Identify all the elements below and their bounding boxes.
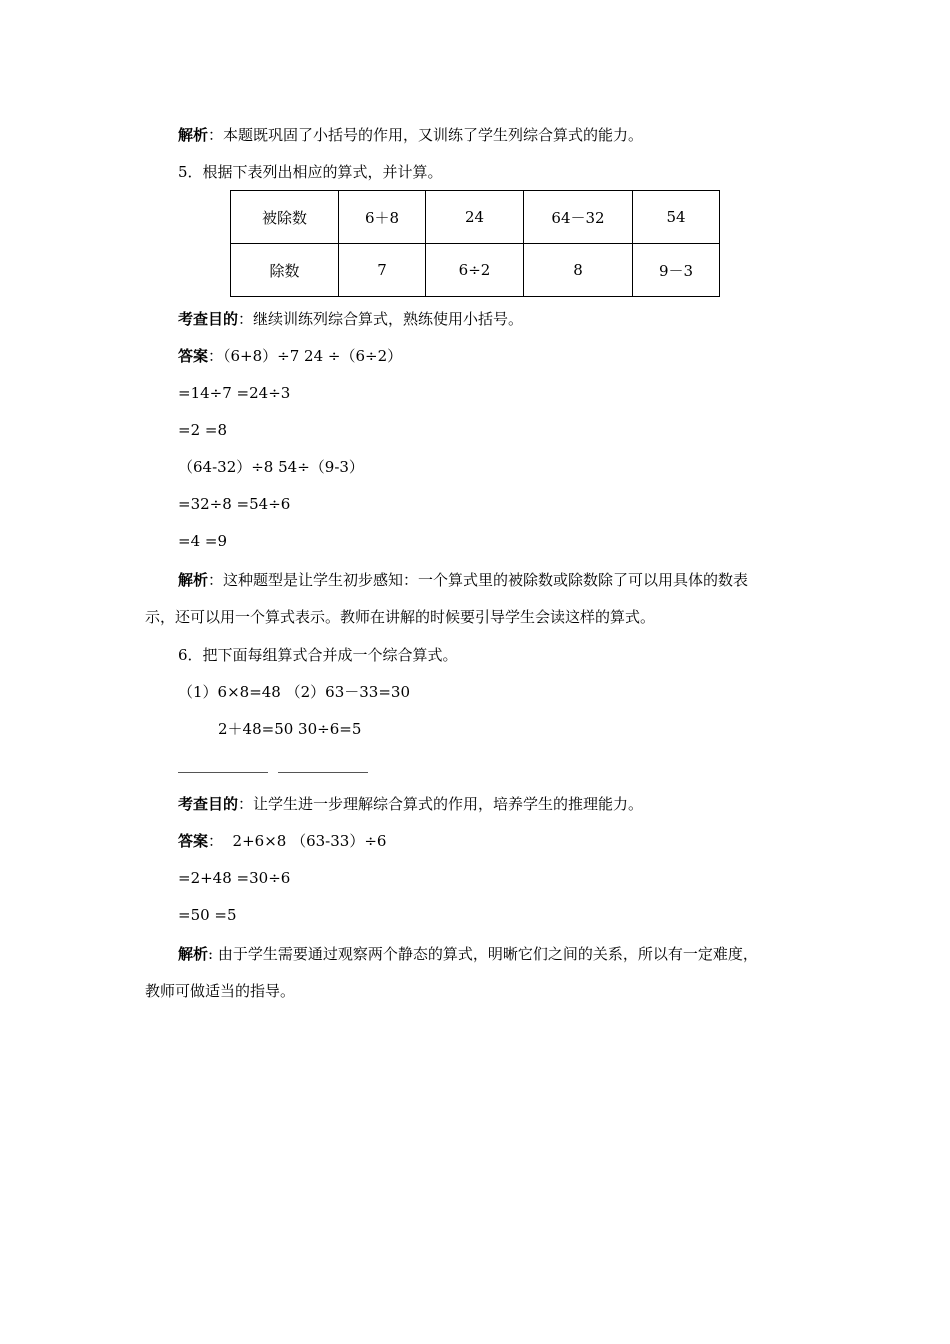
- q6-purpose: [178, 794, 643, 814]
- answer-blank-2: [278, 772, 368, 773]
- answer-blank-1: [178, 772, 268, 773]
- analysis-text: : 由于学生需要通过观察两个静态的算式，明晰它们之间的关系，所以有一定难度，: [208, 945, 758, 963]
- table-cell: 24: [426, 191, 524, 244]
- analysis-continued: 示，还可以用一个算式表示。教师在讲解的时候要引导学生会读这样的算式。: [145, 608, 656, 626]
- answer-line: =14÷7 =24÷3: [178, 384, 291, 402]
- q5-answer: [178, 346, 402, 366]
- purpose-text: ：继续训练列综合算式，熟练使用小括号。: [238, 310, 524, 328]
- table-cell: 54: [633, 191, 720, 244]
- analysis-continued: 教师可做适当的指导。: [145, 982, 296, 1000]
- answer-line: =2+48 =30÷6: [178, 869, 291, 887]
- q6-answer: [178, 831, 386, 851]
- answer-line: （64-32）÷8 54÷（9-3）: [178, 458, 364, 476]
- q6-expressions-line2: 2＋48=50 30÷6=5: [218, 720, 362, 738]
- table-row-dividend: [231, 191, 720, 244]
- question-5-title: 5．根据下表列出相应的算式，并计算。: [178, 163, 443, 181]
- table-cell: 6＋8: [339, 191, 426, 244]
- answer-line: =4 =9: [178, 532, 227, 550]
- table-cell: 8: [524, 244, 633, 297]
- table-cell: 除数: [231, 244, 339, 297]
- table-cell: 64－32: [524, 191, 633, 244]
- analysis-label: 解析: [178, 126, 209, 144]
- answer-text: ： 2+6×8 （63-33）÷6: [208, 832, 387, 850]
- purpose-label: 考查目的: [178, 795, 239, 813]
- table-cell: 9－3: [633, 244, 720, 297]
- q6-analysis: [178, 944, 758, 964]
- q4-analysis: [178, 125, 643, 145]
- answer-label: 答案: [178, 832, 209, 850]
- analysis-text: ：这种题型是让学生初步感知：一个算式里的被除数或除数除了可以用具体的数表: [208, 571, 749, 589]
- analysis-text: ：本题既巩固了小括号的作用，又训练了学生列综合算式的能力。: [208, 126, 644, 144]
- q5-analysis: [178, 570, 748, 590]
- answer-label: 答案: [178, 347, 209, 365]
- table-row-divisor: [231, 244, 720, 297]
- analysis-label: 解析: [178, 571, 209, 589]
- analysis-label: 解析: [178, 945, 209, 963]
- table-cell: 7: [339, 244, 426, 297]
- q5-purpose: [178, 309, 523, 329]
- purpose-label: 考查目的: [178, 310, 239, 328]
- question-6-title: 6．把下面每组算式合并成一个综合算式。: [178, 646, 458, 664]
- answer-text: ：（6+8）÷7 24 ÷（6÷2）: [208, 347, 403, 365]
- division-table: [230, 190, 720, 297]
- table-cell: 被除数: [231, 191, 339, 244]
- answer-line: =50 =5: [178, 906, 237, 924]
- table-cell: 6÷2: [426, 244, 524, 297]
- answer-line: =32÷8 =54÷6: [178, 495, 291, 513]
- answer-line: =2 =8: [178, 421, 227, 439]
- q6-expressions-line1: （1）6×8=48 （2）63－33=30: [178, 683, 410, 701]
- purpose-text: ：让学生进一步理解综合算式的作用，培养学生的推理能力。: [238, 795, 644, 813]
